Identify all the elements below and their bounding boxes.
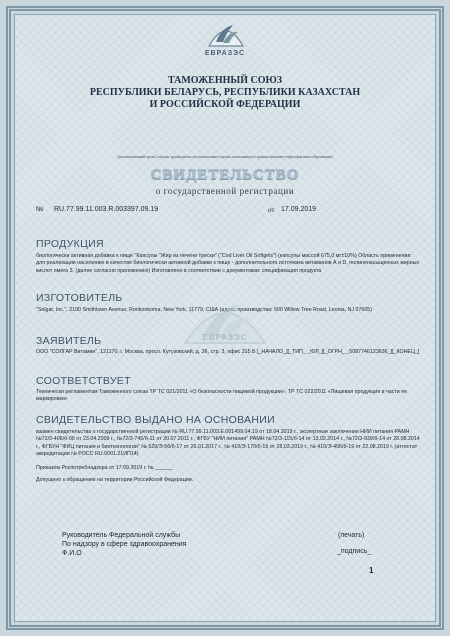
number-sign: № [36, 206, 44, 213]
signatory-line-2: По надзору в сфере здравоохранения [62, 541, 187, 548]
union-line: И РОССИЙСКОЙ ФЕДЕРАЦИИ [149, 99, 301, 110]
compliance-text: Технически регламентам Таможенного союза ТР ТС 021/2011 «О безопасности пищевой продукции», ТР ТС 022/2011 «Пищевая продукция в части ее маркировки» [36, 389, 408, 403]
union-line: ТАМОЖЕННЫЙ СОЮЗ [167, 75, 283, 86]
basis-heading: СВИДЕТЕЛЬСТВО ВЫДАНО НА ОСНОВАНИИ [36, 414, 275, 426]
signatory-line-1: Руководитель Федеральной службы [62, 532, 181, 539]
eurasec-emblem-icon [205, 16, 247, 50]
manufacturer-text: "Solgar, Inc.", 2100 Smithtown Avenue, Ronkonkoma, New York, 11779, США (адрес производства: 500 Willow Tree Road, Leonia, NJ 07605) [36, 307, 373, 313]
authority-note: (уполномоченный орган Стороны, руководитель уполномоченного органа, выполняющего административно-территориальные образования) [117, 155, 333, 159]
union-title [40, 75, 410, 111]
admission-text: Допущено к обращению на территории Российской Федерации. [36, 477, 194, 483]
page-number: 1 [369, 566, 374, 575]
manufacturer-heading: ИЗГОТОВИТЕЛЬ [36, 292, 123, 304]
product-text: биологически активная добавка к пище "Капсулы "Жир из печени трески" ("Cod Liver Oil Softgels") (капсулы массой 675,0 мг±10%) Область применения: для реализации населению в качестве биологически активной добавки к пище - дополнительного источника витаминов А и D, полиненасыщенных жирных кислот омега 3. (далее согласно приложению) Изготовлено в соответствии с документами: спецификация продукта [36, 253, 420, 274]
compliance-heading: СООТВЕТСТВУЕТ [36, 375, 131, 387]
emblem-label: ЕВРАЗЭС [204, 50, 246, 57]
date-label: от [268, 206, 275, 214]
certificate-date: 17.09.2019 [281, 206, 317, 213]
basis-text: взамен свидетельства о государственной регистрации № RU.77.99.11.003.E.001499.04.19 от 18.04.2019 г., экспертные заключения НИИ питания РАМН №72/3-406/б-09 от 23.04.2009 г., №72/3-745/б-11 от 20.07.2011 г., ФГБУ "НИИ питания" РАМН №72/3-115/б-14 от 13.02.2014 г., №72/3-939/б-14 от 28.08.2014 г., ФГБУН "ФИЦ питания и биотехнологии" № 529/Э-56/б-17 от 26.01.2017 г., № 410/Э-170/б-19 от 28.03.2019 г., № 410/Э-456/б-19 от 22.08.2019 г. (аттестат аккредитации № РОСС RU.0001.21ИП14) [36, 429, 420, 457]
seal-label: (печать) [338, 532, 365, 539]
signatory-name-label: Ф.И.О [62, 550, 82, 557]
product-heading: ПРОДУКЦИЯ [36, 238, 104, 250]
certificate-number: RU.77.99.11.003.R.003397.09.19 [54, 206, 159, 213]
watermark-label: ЕВРАЗЭС [202, 333, 248, 342]
applicant-heading: ЗАЯВИТЕЛЬ [36, 335, 102, 347]
certificate-title: СВИДЕТЕЛЬСТВО [150, 167, 300, 183]
applicant-text: ООО "СОЛГАР Витамин", 121170, г. Москва, просп. Кутузовский, д. 36, стр. 3, офис 315 Б [_НАЧАЛО_][_ТИП_ _ЮЛ_][_ОГРН_ _5087746123636_][_КОНЕЦ_] [36, 349, 420, 355]
certificate-subtitle: о государственной регистрации [155, 186, 295, 196]
order-text: Приказом Роспотребнадзора от 17.09.2019 г. № ______ [36, 465, 173, 471]
signature-label: _подпись_ [337, 548, 372, 555]
union-line: РЕСПУБЛИКИ БЕЛАРУСЬ, РЕСПУБЛИКИ КАЗАХСТАН [89, 87, 361, 98]
